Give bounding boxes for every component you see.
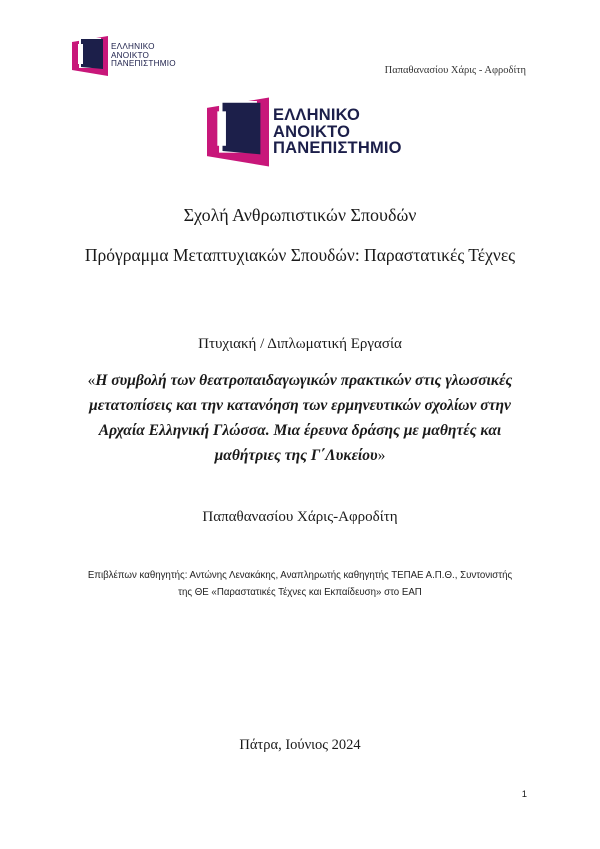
logo-line: ΕΛΛΗΝΙΚΟ	[273, 105, 361, 124]
program-name: Πρόγραμμα Μεταπτυχιακών Σπουδών: Παραστατικές Τέχνες	[84, 245, 516, 265]
logo-line: ΑΝΟΙΚΤΟ	[273, 122, 351, 141]
thesis-type: Πτυχιακή / Διπλωματική Εργασία	[198, 336, 402, 352]
page-number: 1	[521, 789, 527, 800]
author-name: Παπαθανασίου Χάρις-Αφροδίτη	[202, 509, 398, 525]
school-name: Σχολή Ανθρωπιστικών Σπουδών	[183, 205, 417, 225]
supervisor-line: Επιβλέπων καθηγητής: Αντώνης Λενακάκης, Αναπληρωτής καθηγητής ΤΕΠΑΕ Α.Π.Θ., Συντονιστής	[87, 570, 513, 581]
logo-line: ΑΝΟΙΚΤΟ	[111, 50, 150, 60]
supervisor-info	[60, 567, 540, 601]
title-line-text: Η συμβολή των θεατροπαιδαγωγικών πρακτικών στις γλωσσικές	[95, 372, 513, 389]
university-logo-icon	[72, 36, 108, 76]
logo-line: ΠΑΝΕΠΙΣΤΗΜΙΟ	[273, 139, 402, 158]
title-logo-wordmark	[273, 107, 402, 157]
logo-line: ΠΑΝΕΠΙΣΤΗΜΙΟ	[111, 59, 176, 69]
header-university-logo	[72, 36, 176, 76]
title-line	[80, 443, 520, 468]
title-close-quote: »	[377, 447, 386, 464]
logo-line: ΕΛΛΗΝΙΚΟ	[111, 42, 155, 52]
title-line: μετατοπίσεις και την κατανόηση των ερμηνευτικών σχολίων στην	[89, 397, 511, 414]
supervisor-line: της ΘΕ «Παραστατικές Τέχνες και Εκπαίδευση» στο ΕΑΠ	[178, 587, 422, 598]
header-logo-wordmark	[111, 43, 176, 68]
title-line: Αρχαία Ελληνική Γλώσσα. Μια έρευνα δράσης με μαθητές και	[98, 422, 502, 439]
title-line	[80, 368, 520, 393]
thesis-title	[80, 368, 520, 468]
running-header-author: Παπαθανασίου Χάρις - Αφροδίτη	[384, 65, 526, 76]
title-university-logo	[207, 97, 402, 167]
title-open-quote: «	[87, 372, 96, 389]
title-line-text: μαθήτριες της Γ΄Λυκείου	[214, 447, 378, 464]
place-date: Πάτρα, Ιούνιος 2024	[239, 737, 361, 753]
university-logo-icon	[207, 97, 269, 167]
